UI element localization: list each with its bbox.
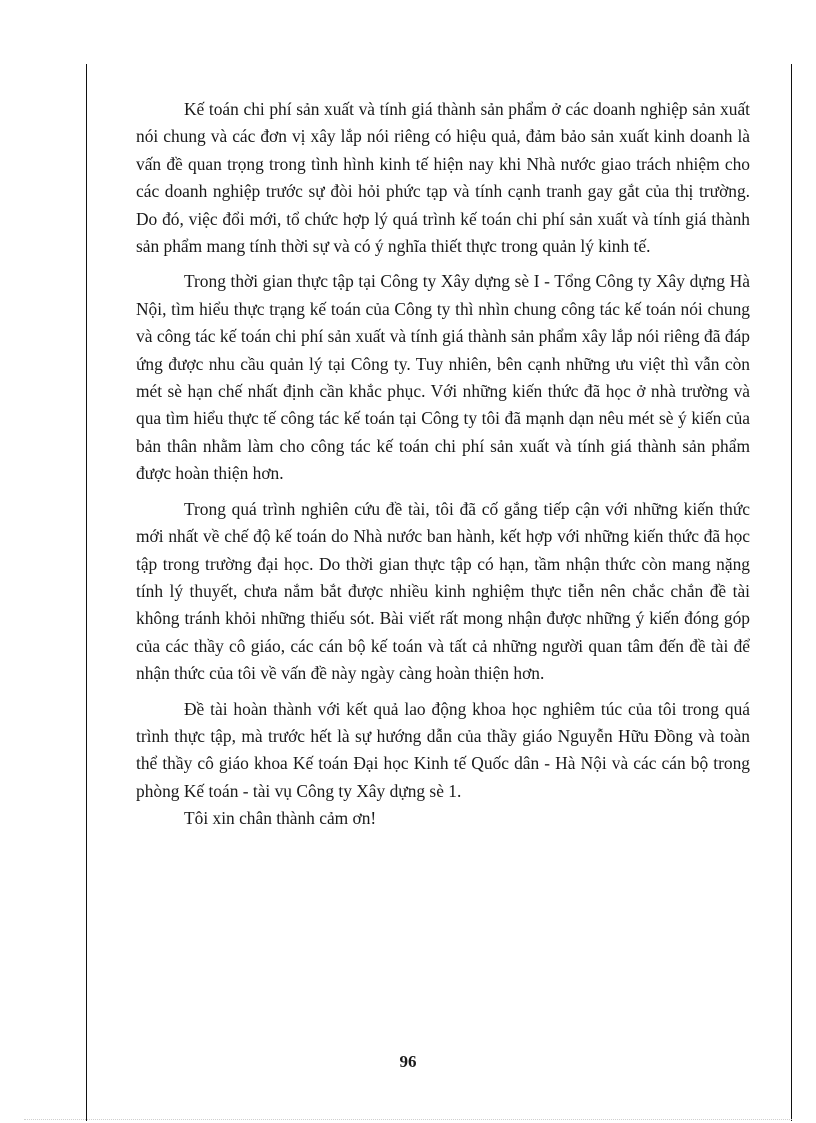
document-body xyxy=(136,96,750,833)
page-bottom-divider xyxy=(24,1119,792,1120)
closing-thanks: Tôi xin chân thành cảm ơn! xyxy=(184,808,377,829)
paragraph-research: Trong quá trình nghiên cứu đề tài, tôi đã cố gắng tiếp cận với những kiến thức mới nhất về chế độ kế toán do Nhà nước ban hành, kết hợp với những kiến thức đã học tập trong trường đại học. Do thời gian thực tập có hạn, tầm nhận thức còn mang nặng tính lý thuyết, chưa nắm bắt được nhiều kinh nghiệm thực tiễn nên chắc chắn đề tài không tránh khỏi những thiếu sót. Bài viết rất mong nhận được những ý kiến đóng góp của các thầy cô giáo, các cán bộ kế toán và tất cả những người quan tâm đến đề tài để nhận thức của tôi về vấn đề này ngày càng hoàn thiện hơn. xyxy=(136,498,750,684)
paragraph-acknowledgement: Đề tài hoàn thành với kết quả lao động khoa học nghiêm túc của tôi trong quá trình thực tập, mà trước hết là sự hướng dẫn của thầy giáo Nguyễn Hữu Đồng và toàn thể thầy cô giáo khoa Kế toán Đại học Kinh tế Quốc dân - Hà Nội và các cán bộ trong phòng Kế toán - tài vụ Công ty Xây dựng sè 1. xyxy=(136,698,750,801)
paragraph-internship: Trong thời gian thực tập tại Công ty Xây dựng sè I - Tổng Công ty Xây dựng Hà Nội, tìm hiểu thực trạng kế toán của Công ty thì nhìn chung công tác kế toán nói chung và công tác kế toán chi phí sản xuất và tính giá thành sản phẩm xây lắp nói riêng đã đáp ứng được nhu cầu quản lý tại Công ty. Tuy nhiên, bên cạnh những ưu việt thì vẫn còn mét sè hạn chế nhất định cần khắc phục. Với những kiến thức đã học ở nhà trường và qua tìm hiểu thực tế công tác kế toán tại Công ty tôi đã mạnh dạn nêu mét sè ý kiến của bản thân nhằm làm cho công tác kế toán chi phí sản xuất và tính giá thành sản phẩm được hoàn thiện hơn. xyxy=(136,271,750,484)
page-number: 96 xyxy=(399,1052,417,1071)
paragraph-intro: Kế toán chi phí sản xuất và tính giá thành sản phẩm ở các doanh nghiệp sản xuất nói chung và các đơn vị xây lắp nói riêng có hiệu quả, đảm bảo sản xuất kinh doanh là vấn đề quan trọng trong tình hình kinh tế hiện nay khi Nhà nước giao trách nhiệm cho các doanh nghiệp trước sự đòi hỏi phức tạp và tính cạnh tranh gay gắt của thị trường. Do đó, việc đổi mới, tổ chức hợp lý quá trình kế toán chi phí sản xuất và tính giá thành sản phẩm mang tính thời sự và có ý nghĩa thiết thực trong quản lý kinh tế. xyxy=(136,99,750,257)
